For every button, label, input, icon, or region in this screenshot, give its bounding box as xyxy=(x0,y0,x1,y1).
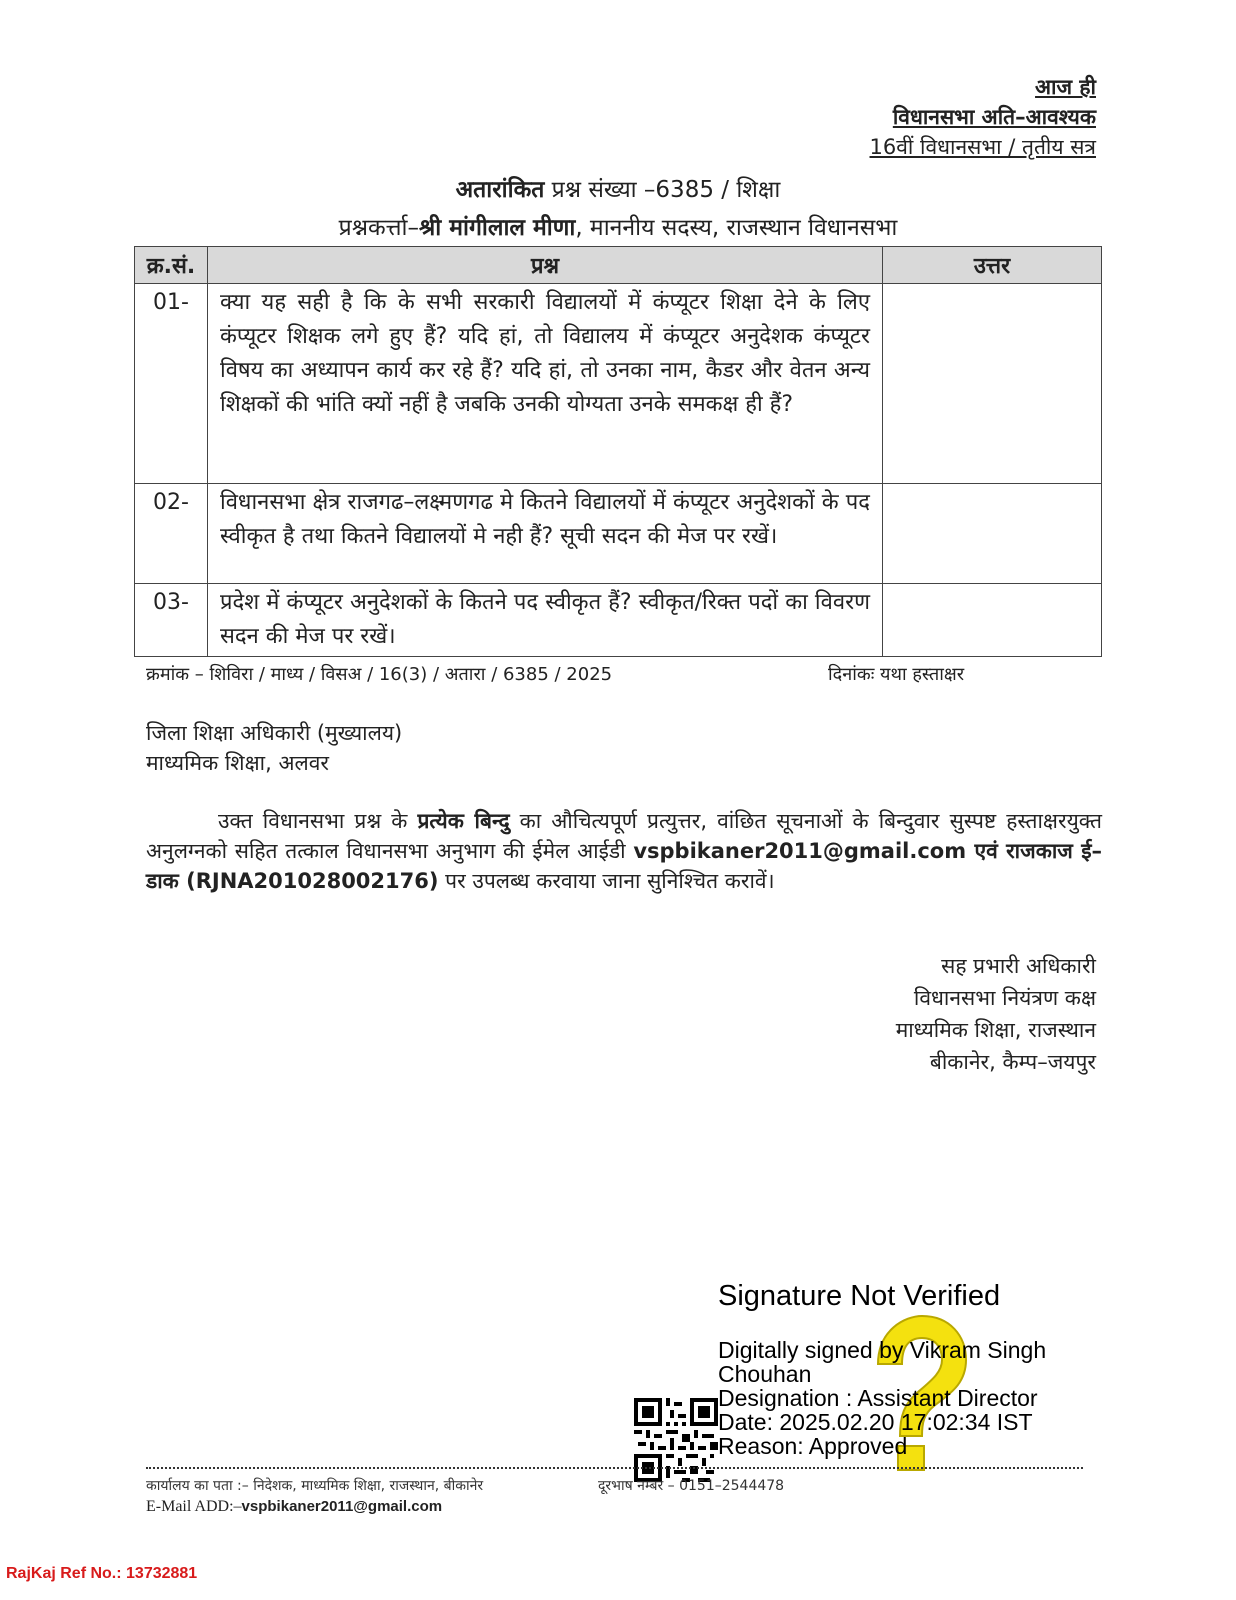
row-question: प्रदेश में कंप्यूटर अनुदेशकों के कितने पद स्वीकृत हैं? स्वीकृत/रिक्त पदों का विवरण सदन की मेज पर रखें। xyxy=(208,584,883,657)
row-serial: 01- xyxy=(135,284,208,484)
signer-designation: Designation : Assistant Director xyxy=(718,1385,1038,1411)
header-block xyxy=(870,72,1096,162)
addressee xyxy=(146,718,402,778)
body-bold-email: vspbikaner2011@gmail.com एवं राजकाज ई–डाक (RJNA201028002176) xyxy=(146,839,1103,893)
questioner-line xyxy=(0,210,1236,242)
question-number: प्रश्न संख्या –6385 / शिक्षा xyxy=(544,177,781,203)
reference-number: क्रमांक – शिविरा / माध्य / विसअ / 16(3) / अतारा / 6385 / 2025 xyxy=(146,664,613,685)
signed-date: Date: 2025.02.20 17:02:34 IST xyxy=(718,1409,1033,1435)
addressee-office: माध्यमिक शिक्षा, अलवर xyxy=(146,751,329,775)
table-row xyxy=(135,484,1102,584)
footer-email-line xyxy=(146,1498,442,1516)
table-row xyxy=(135,584,1102,657)
row-question: विधानसभा क्षेत्र राजगढ–लक्ष्मणगढ मे कितने विद्यालयों में कंप्यूटर अनुदेशकों के पद स्वीकृत है तथा कितने विद्यालयों मे नही हैं? सूची सदन की मेज पर रखें। xyxy=(208,484,883,584)
signatory-line: बीकानेर, कैम्प–जयपुर xyxy=(929,1050,1096,1074)
question-title xyxy=(0,172,1236,204)
body-text-3: पर उपलब्ध करवाया जाना सुनिश्चित करावें। xyxy=(438,869,775,893)
table-header-row xyxy=(135,247,1102,284)
urgency-label: विधानसभा अति–आवश्यक xyxy=(892,105,1096,129)
urgency-today: आज ही xyxy=(1035,75,1096,99)
footer-phone: दूरभाष नम्बर – 0151–2544478 xyxy=(598,1478,785,1494)
questioner-suffix: , माननीय सदस्य, राजस्थान विधानसभा xyxy=(575,215,898,241)
col-serial: क्र.सं. xyxy=(135,247,208,284)
addressee-title: जिला शिक्षा अधिकारी (मुख्यालय) xyxy=(146,721,403,745)
questioner-prefix: प्रश्नकर्त्ता– xyxy=(338,215,419,241)
signatory-line: सह प्रभारी अधिकारी xyxy=(941,954,1096,978)
question-table xyxy=(134,246,1102,657)
row-answer xyxy=(883,584,1102,657)
table-row xyxy=(135,284,1102,484)
row-serial: 02- xyxy=(135,484,208,584)
signed-by-cont: Chouhan xyxy=(718,1361,812,1387)
signature-status: Signature Not Verified xyxy=(718,1280,1001,1312)
signed-by: Digitally signed by Vikram Singh xyxy=(718,1337,1047,1363)
footer-divider xyxy=(146,1467,1083,1469)
row-answer xyxy=(883,284,1102,484)
row-serial: 03- xyxy=(135,584,208,657)
signed-reason: Reason: Approved xyxy=(718,1433,908,1459)
row-question: क्या यह सही है कि के सभी सरकारी विद्यालयों में कंप्यूटर शिक्षा देने के लिए कंप्यूटर शिक्षक लगे हुए हैं? यदि हां, तो विद्यालय में कंप्यूटर अनुदेशक कंप्यूटर विषय का अध्यापन कार्य कर रहे हैं? यदि हां, तो उनका नाम, कैडर और वेतन अन्य शिक्षकों की भांति क्यों नहीं है जबकि उनकी योग्यता उनके समकक्ष ही हैं? xyxy=(208,284,883,484)
reference-date: दिनांकः यथा हस्ताक्षर xyxy=(828,664,965,685)
rajkaj-ref-number: RajKaj Ref No.: 13732881 xyxy=(6,1565,198,1582)
body-paragraph xyxy=(146,806,1102,896)
body-bold-1: प्रत्येक बिन्दु xyxy=(417,809,510,833)
qr-code-icon xyxy=(634,1398,718,1482)
footer-address: कार्यालय का पता :– निदेशक, माध्यमिक शिक्षा, राजस्थान, बीकानेर xyxy=(146,1478,484,1494)
footer-email-label: E-Mail ADD:– xyxy=(146,1498,242,1515)
footer-email[interactable]: vspbikaner2011@gmail.com xyxy=(241,1498,443,1515)
col-answer: उत्तर xyxy=(883,247,1102,284)
question-type: अतारांकित xyxy=(455,177,545,203)
session-label: 16वीं विधानसभा / तृतीय सत्र xyxy=(869,135,1096,159)
body-text-1: उक्त विधानसभा प्रश्न के xyxy=(218,809,418,833)
questioner-name: श्री मांगीलाल मीणा xyxy=(418,215,576,241)
signatory-block xyxy=(896,950,1096,1078)
col-question: प्रश्न xyxy=(208,247,883,284)
signatory-line: विधानसभा नियंत्रण कक्ष xyxy=(913,986,1096,1010)
row-answer xyxy=(883,484,1102,584)
signatory-line: माध्यमिक शिक्षा, राजस्थान xyxy=(895,1018,1096,1042)
body-text-2: का औचित्यपूर्ण प्रत्युत्तर, वांछित सूचनाओं के बिन्दुवार सुस्पष्ट हस्ताक्षरयुक्त अनुलग्नको सहित तत्काल विधानसभा अनुभाग की ईमेल आईडी xyxy=(146,809,1102,863)
signature-details xyxy=(718,1338,1046,1458)
